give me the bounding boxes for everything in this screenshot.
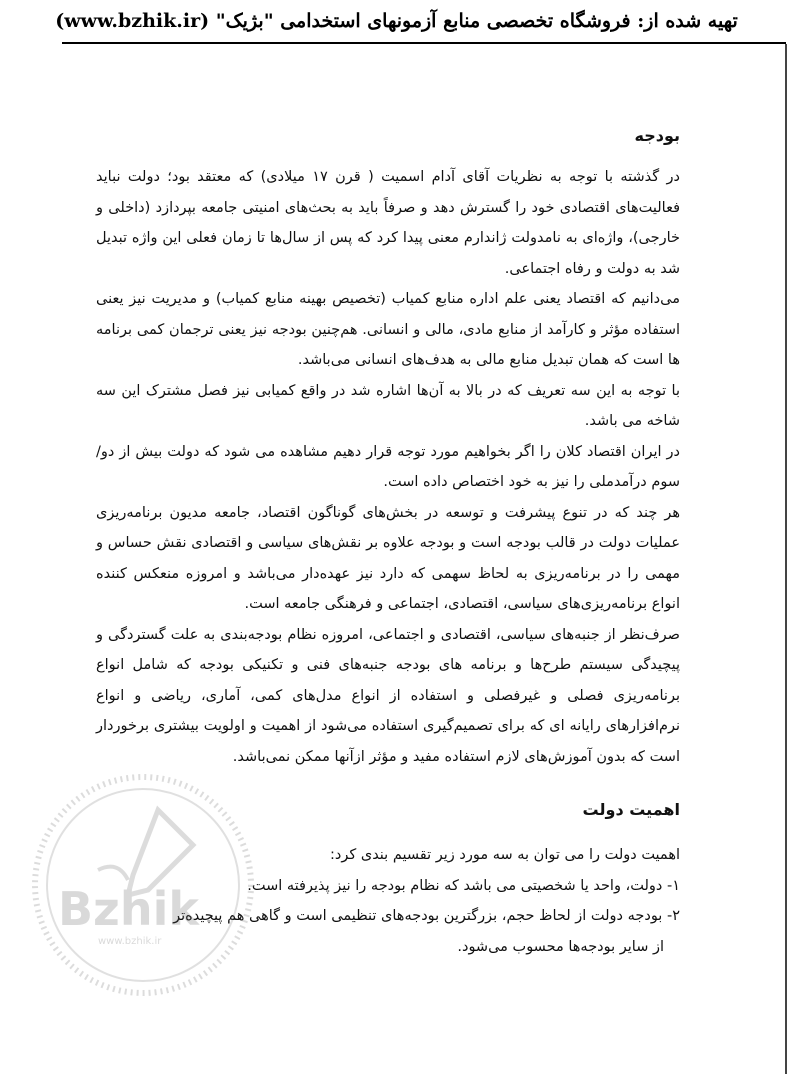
paragraph: با توجه به این سه تعریف که در بالا به آن‌ها اشاره شد در واقع کمیابی نیز فصل مشترک این سه شاخه می باشد. bbox=[96, 382, 680, 429]
page-edge-line bbox=[785, 44, 787, 1074]
paragraph: می‌دانیم که اقتصاد یعنی علم اداره منابع کمیاب (تخصیص بهینه منابع کمیاب) و مدیریت نیز یعنی استفاده مؤثر و کارآمد از منابع مادی، مالی و انسانی. هم‌چنین بودجه نیز یعنی ترجمان کمی برنامه ها است که همان تبدیل منابع مالی به هدف‌های انسانی می‌باشد. bbox=[96, 291, 680, 368]
section-heading-state-importance: اهمیت دولت bbox=[582, 800, 680, 819]
watermark-url: www.bzhik.ir bbox=[98, 936, 162, 947]
list-item: ۲- بودجه دولت از لحاظ حجم، بزرگترین بودجه‌های تنظیمی است و گاهی هم پیچیده‌تر bbox=[173, 908, 680, 924]
paragraph: در گذشته با توجه به نظریات آقای آدام اسمیت ( قرن ۱۷ میلادی) که معتقد بود؛ دولت نباید فعالیت‌های اقتصادی خود را گسترش دهد و صرفاً باید به بحث‌های امنیتی جامعه بپردازد (داخلی و خارجی)، واژه‌ای به نامدولت ژاندارم معنی پیدا کرد که پس از سال‌ها تا زمان فعلی این واژه تبدیل شد به دولت و رفاه اجتماعی. bbox=[96, 169, 680, 277]
page-header-title: تهیه شده از: فروشگاه تخصصی منابع آزمونهای استخدامی "بژیک" (www.bzhik.ir) bbox=[55, 10, 738, 32]
list-item: ۱- دولت، واحد یا شخصیتی می باشد که نظام بودجه را نیز پذیرفته است. bbox=[247, 877, 680, 894]
list-intro: اهمیت دولت را می توان به سه مورد زیر تقسیم بندی کرد: bbox=[329, 847, 680, 863]
watermark-brand: Bzhik bbox=[58, 882, 199, 936]
paragraph: هر چند که در تنوع پیشرفت و توسعه در بخش‌های گوناگون اقتصاد، جامعه مدیون برنامه‌ریزی عملیات دولت در قالب بودجه است و بودجه علاوه بر نقش‌های سیاسی و اقتصادی نقش حساس و مهمی را در برنامه‌ریزی به لحاظ سهمی که دارد نیز عهده‌دار می‌باشد و امروزه منعکس کننده انواع برنامه‌ریزی‌های سیاسی، اقتصادی، اجتماعی و فرهنگی جامعه است. bbox=[96, 504, 680, 612]
header-divider bbox=[62, 42, 786, 44]
section-heading-budget: بودجه bbox=[634, 126, 680, 145]
paragraph: صرف‌نظر از جنبه‌های سیاسی، اقتصادی و اجتماعی، امروزه نظام بودجه‌بندی به علت گستردگی و پیچیدگی سیستم طرح‌ها و برنامه های بودجه جنبه‌های فنی و تکنیکی بودجه که شامل انواع برنامه‌ریزی فصلی و غیرفصلی و استفاده از انواع مدل‌های کمی، آماری، ریاضی و انواع نرم‌افزارهای رایانه ای که برای تصمیم‌گیری استفاده می‌شود از اهمیت و اولویت بیشتری برخوردار است که بدون آموزش‌های لازم استفاده مفید و مؤثر ازآنها ممکن نمی‌باشد. bbox=[96, 626, 680, 765]
paragraph: در ایران اقتصاد کلان را اگر بخواهیم مورد توجه قرار دهیم مشاهده می شود که دولت بیش از دو/ سوم درآمدملی را نیز به خود اختصاص داده است. bbox=[96, 443, 680, 490]
document-body bbox=[96, 118, 680, 962]
list-item-continuation: از سایر بودجه‌ها محسوب می‌شود. bbox=[457, 938, 664, 955]
